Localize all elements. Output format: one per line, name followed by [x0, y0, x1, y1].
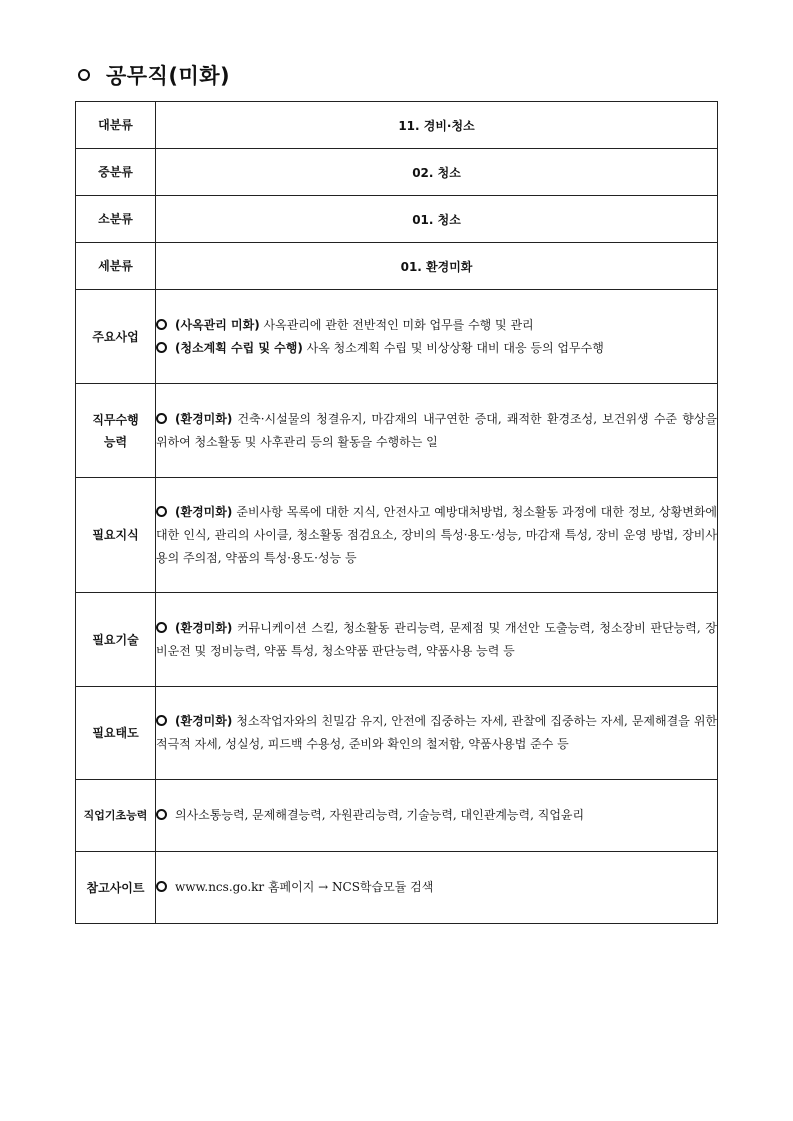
circle-bullet-icon — [156, 342, 167, 353]
attitude-paragraph — [156, 710, 717, 756]
detail-category-value: 01. 환경미화 — [156, 243, 718, 290]
main-business-label: 주요사업 — [76, 290, 156, 384]
skills-paragraph — [156, 617, 717, 663]
job-spec-table — [75, 101, 718, 924]
main-business-keyword: (사옥관리 미화) — [175, 317, 260, 332]
reference-text: www.ncs.go.kr 홈페이지 → NCS학습모듈 검색 — [175, 880, 434, 894]
row-middle-category — [76, 149, 718, 196]
knowledge-keyword: (환경미화) — [175, 504, 233, 519]
knowledge-value — [156, 478, 718, 593]
job-ability-label — [76, 384, 156, 478]
main-business-text: 사옥관리에 관한 전반적인 미화 업무를 수행 및 관리 — [259, 317, 534, 332]
middle-category-value: 02. 청소 — [156, 149, 718, 196]
basic-ability-value — [156, 780, 718, 852]
row-job-ability — [76, 384, 718, 478]
circle-bullet-icon — [156, 809, 167, 820]
minor-category-label: 소분류 — [76, 196, 156, 243]
job-ability-label-line2: 능력 — [103, 434, 128, 449]
skills-text: 커뮤니케이션 스킬, 청소활동 관리능력, 문제점 및 개선안 도출능력, 청소장비 판단능력, 장비운전 및 정비능력, 약품 특성, 청소약품 판단능력, 약품사용 능력 등 — [156, 620, 717, 658]
attitude-text: 청소작업자와의 친밀감 유지, 안전에 집중하는 자세, 관찰에 집중하는 자세, 문제해결을 위한 적극적 자세, 성실성, 피드백 수용성, 준비와 확인의 철저함, 약품사용법 준수 등 — [156, 714, 717, 751]
minor-category-value: 01. 청소 — [156, 196, 718, 243]
row-reference — [76, 852, 718, 924]
circle-bullet-icon — [156, 506, 167, 517]
row-main-business — [76, 290, 718, 384]
page-title-text: 공무직(미화) — [106, 64, 231, 88]
circle-bullet-icon — [156, 622, 167, 633]
basic-ability-text: 의사소통능력, 문제해결능력, 자원관리능력, 기술능력, 대인관계능력, 직업윤리 — [175, 808, 585, 822]
main-business-text: 사옥 청소계획 수립 및 비상상황 대비 대응 등의 업무수행 — [302, 340, 604, 355]
job-ability-text: 건축·시설물의 청결유지, 마감재의 내구연한 증대, 쾌적한 환경조성, 보건위생 수준 향상을 위하여 청소활동 및 사후관리 등의 활동을 수행하는 일 — [156, 411, 717, 449]
row-detail-category — [76, 243, 718, 290]
row-skills — [76, 593, 718, 687]
skills-label: 필요기술 — [76, 593, 156, 687]
main-business-item — [156, 314, 717, 337]
page-title — [78, 60, 230, 90]
circle-bullet-icon — [78, 69, 90, 81]
knowledge-label: 필요지식 — [76, 478, 156, 593]
skills-value — [156, 593, 718, 687]
major-category-value: 11. 경비·청소 — [156, 102, 718, 149]
row-attitude — [76, 687, 718, 780]
job-ability-value — [156, 384, 718, 478]
job-ability-label-line1: 직무수행 — [92, 412, 139, 427]
reference-value — [156, 852, 718, 924]
circle-bullet-icon — [156, 881, 167, 892]
main-business-keyword: (청소계획 수립 및 수행) — [175, 340, 303, 355]
attitude-value — [156, 687, 718, 780]
major-category-label: 대분류 — [76, 102, 156, 149]
circle-bullet-icon — [156, 715, 167, 726]
basic-ability-line — [156, 804, 717, 827]
row-major-category — [76, 102, 718, 149]
detail-category-label: 세분류 — [76, 243, 156, 290]
attitude-keyword: (환경미화) — [175, 714, 233, 728]
row-basic-ability — [76, 780, 718, 852]
attitude-label: 필요태도 — [76, 687, 156, 780]
basic-ability-label: 직업기초능력 — [76, 780, 156, 852]
main-business-value — [156, 290, 718, 384]
reference-label: 참고사이트 — [76, 852, 156, 924]
row-knowledge — [76, 478, 718, 593]
middle-category-label: 중분류 — [76, 149, 156, 196]
reference-line — [156, 876, 717, 899]
skills-keyword: (환경미화) — [175, 620, 233, 635]
circle-bullet-icon — [156, 413, 167, 424]
job-ability-keyword: (환경미화) — [175, 411, 233, 426]
main-business-item — [156, 337, 717, 360]
circle-bullet-icon — [156, 319, 167, 330]
job-ability-paragraph — [156, 408, 717, 454]
knowledge-text: 준비사항 목록에 대한 지식, 안전사고 예방대처방법, 청소활동 과정에 대한 정보, 상황변화에 대한 인식, 관리의 사이클, 청소활동 점검요소, 장비의 특성·용도·성능, 마감재 특성, 장비 운영 방법, 장비사용의 주의점, 약품의 특성·용도·성능 등 — [156, 504, 717, 565]
row-minor-category — [76, 196, 718, 243]
knowledge-paragraph — [156, 501, 717, 570]
